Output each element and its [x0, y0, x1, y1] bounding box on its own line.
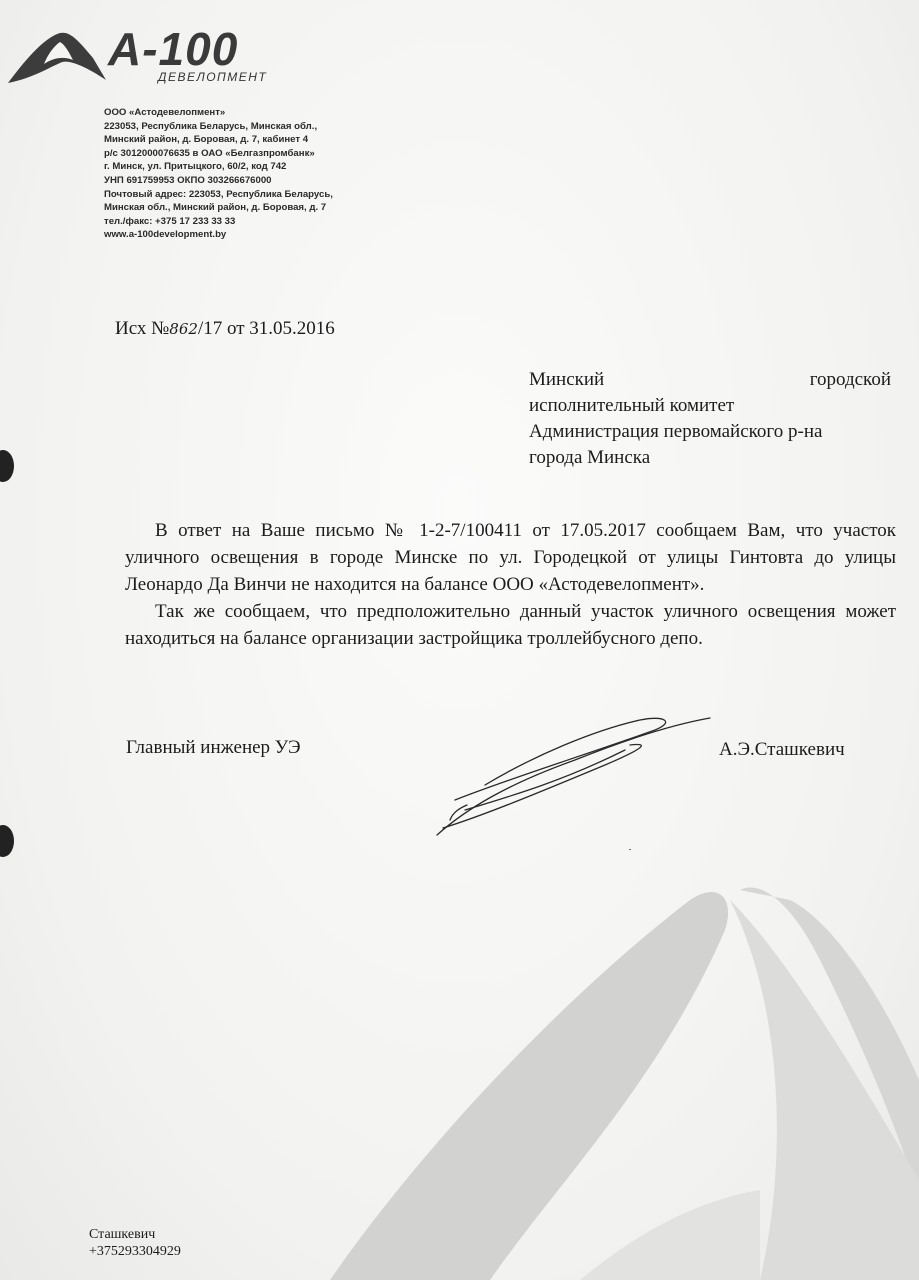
signatory-title: Главный инженер УЭ: [126, 737, 301, 758]
addressee-line: Минский: [529, 369, 605, 390]
letter-body: [125, 517, 896, 652]
requisite-line: 223053, Республика Беларусь, Минская обл.,: [104, 120, 318, 132]
addressee-line: исполнительный комитет: [529, 395, 735, 416]
signatory-name: А.Э.Сташкевич: [719, 739, 845, 760]
requisite-line: ООО «Астодевелопмент»: [104, 107, 226, 118]
outgoing-suffix: /17 от 31.05.2016: [197, 318, 335, 339]
logo-subtitle: ДЕВЕЛОПМЕНТ: [158, 70, 268, 84]
requisite-line: Минская обл., Минский район, д. Боровая, д. 7: [104, 202, 327, 214]
addressee-line: Администрация первомайского р-на: [529, 421, 823, 442]
addressee-block: [529, 367, 891, 471]
body-paragraph: Так же сообщаем, что предположительно данный участок уличного освещения может находиться на балансе организации застройщика троллейбусного депо.: [125, 601, 896, 649]
outgoing-prefix: Исх №: [115, 318, 170, 339]
addressee-line: города Минска: [529, 447, 651, 468]
logo-name: А-100: [108, 23, 239, 75]
requisite-line: г. Минск, ул. Притыцкого, 60/2, код 742: [104, 161, 287, 173]
requisite-line: www.a-100development.by: [104, 229, 227, 241]
contact-phone: +375293304929: [89, 1244, 181, 1259]
company-requisites: [104, 106, 333, 242]
requisite-line: тел./факс: +375 17 233 33 33: [104, 215, 236, 227]
body-paragraph: В ответ на Ваше письмо № 1-2-7/100411 от 17.05.2017 сообщаем Вам, что участок уличного освещения в городе Минске по ул. Городецкой от улицы Гинтовта до улицы Леонардо Да Винчи не находится на балансе ООО «Астодевелопмент».: [125, 520, 896, 595]
requisite-line: р/с 3012000076635 в ОАО «Белгазпромбанк»: [104, 147, 315, 159]
outgoing-number: [115, 318, 335, 340]
addressee-line: городской: [809, 369, 891, 390]
contact-name: Сташкевич: [89, 1227, 156, 1242]
requisite-line: УНП 691759953 ОКПО 303266676000: [104, 174, 272, 186]
handwritten-signature: [425, 700, 725, 850]
requisite-line: Почтовый адрес: 223053, Республика Беларусь,: [104, 188, 333, 200]
requisite-line: Минский район, д. Боровая, д. 7, кабинет 4: [104, 134, 309, 146]
handwritten-number: 862: [169, 320, 198, 338]
